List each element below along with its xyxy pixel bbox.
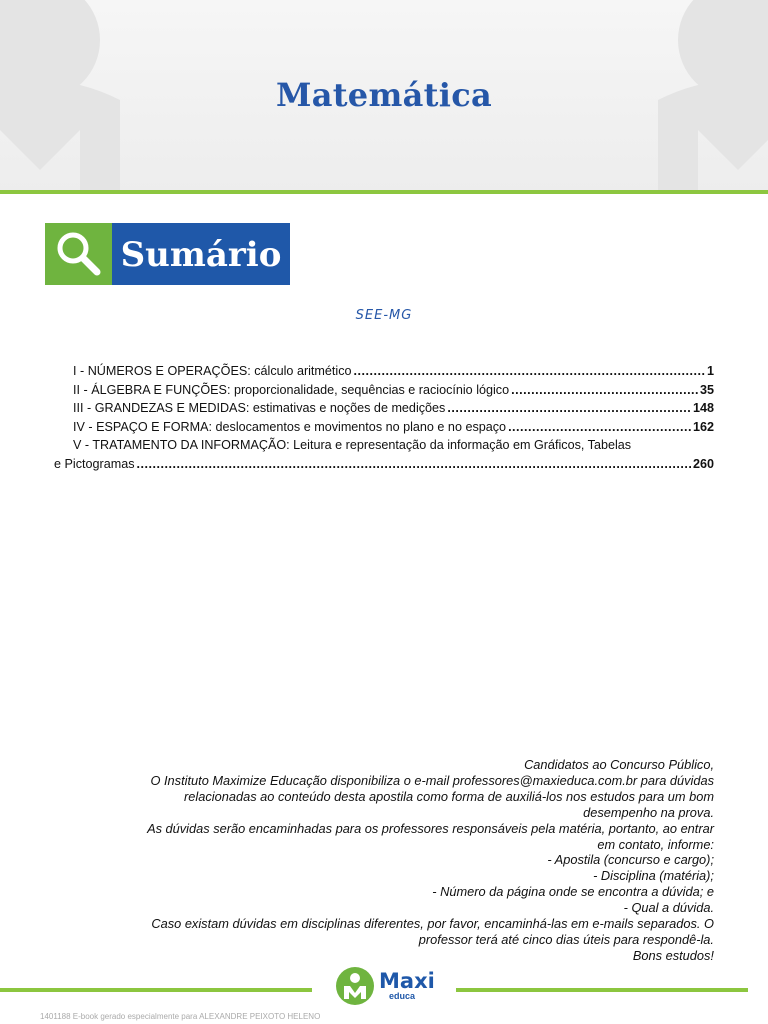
page-title: Matemática <box>275 76 493 114</box>
notice-line: em contato, informe: <box>597 836 714 852</box>
sumario-title: Sumário <box>112 223 290 285</box>
toc-leader <box>508 418 691 437</box>
notice-line: As dúvidas serão encaminhadas para os professores responsáveis pela matéria, portanto, ao entrar <box>147 820 714 836</box>
notice-line: Bons estudos! <box>632 947 714 963</box>
notice-line: relacionadas ao conteúdo desta apostila como forma de auxiliá-los nos estudos para um bom <box>184 788 714 804</box>
footer-divider-right <box>456 988 748 992</box>
toc-leader <box>137 455 691 474</box>
sumario-banner <box>45 223 290 285</box>
header-divider <box>0 190 768 194</box>
logo-name: Maxi <box>379 969 435 993</box>
toc-leader <box>511 381 698 400</box>
toc-entry[interactable] <box>54 399 714 418</box>
toc-entry[interactable] <box>54 418 714 437</box>
toc-entry-page: 148 <box>692 401 714 415</box>
toc-entry-label: I - NÚMEROS E OPERAÇÕES: cálculo aritmético <box>73 364 352 378</box>
logo-subtitle: educa <box>389 991 416 1001</box>
maxi-educa-logo <box>335 966 435 1006</box>
exam-subtitle: SEE-MG <box>355 308 413 323</box>
toc-entry-page: 1 <box>706 364 714 378</box>
notice-line: Candidatos ao Concurso Público, <box>524 757 714 772</box>
footer-divider-left <box>0 988 312 992</box>
magnifier-icon <box>45 223 112 285</box>
ebook-watermark-text: 1401188 E-book gerado especialmente para ALEXANDRE PEIXOTO HELENO <box>40 1012 321 1021</box>
notice-line: Caso existam dúvidas em disciplinas diferentes, por favor, encaminhá-las em e-mails separados. O <box>151 916 714 932</box>
toc-entry[interactable] <box>54 381 714 400</box>
notice-line: - Qual a dúvida. <box>623 900 714 916</box>
maxi-logo-icon <box>335 966 375 1006</box>
toc-entry-label: IV - ESPAÇO E FORMA: deslocamentos e movimentos no plano e no espaço <box>73 419 507 434</box>
notice-line: - Número da página onde se encontra a dúvida; e <box>432 884 714 900</box>
toc-entry-page: 162 <box>692 419 714 434</box>
toc-leader <box>354 362 705 381</box>
notice-line: O Instituto Maximize Educação disponibiliza o e-mail professores@maxieduca.com.br para dúvidas <box>150 772 714 788</box>
toc-entry-label: e Pictogramas <box>54 456 135 471</box>
notice-line: - Disciplina (matéria); <box>593 868 714 884</box>
toc-entry[interactable] <box>54 436 714 455</box>
table-of-contents <box>54 362 714 473</box>
toc-entry-page: 35 <box>699 382 714 397</box>
contact-notice <box>64 757 714 964</box>
notice-line: professor terá até cinco dias úteis para respondê-la. <box>418 931 714 947</box>
toc-entry-page: 260 <box>692 456 714 471</box>
toc-entry-label: V - TRATAMENTO DA INFORMAÇÃO: Leitura e representação da informação em Gráficos, Tabelas <box>73 438 632 452</box>
toc-entry-label: III - GRANDEZAS E MEDIDAS: estimativas e noções de medições <box>73 401 446 415</box>
toc-entry[interactable] <box>54 362 714 381</box>
toc-leader <box>447 399 691 418</box>
toc-entry-label: II - ÁLGEBRA E FUNÇÕES: proporcionalidade, sequências e raciocínio lógico <box>73 382 510 397</box>
toc-entry-continuation[interactable] <box>54 455 714 474</box>
notice-line: - Apostila (concurso e cargo); <box>547 852 714 868</box>
page-header <box>0 0 768 192</box>
notice-line: desempenho na prova. <box>583 804 714 820</box>
